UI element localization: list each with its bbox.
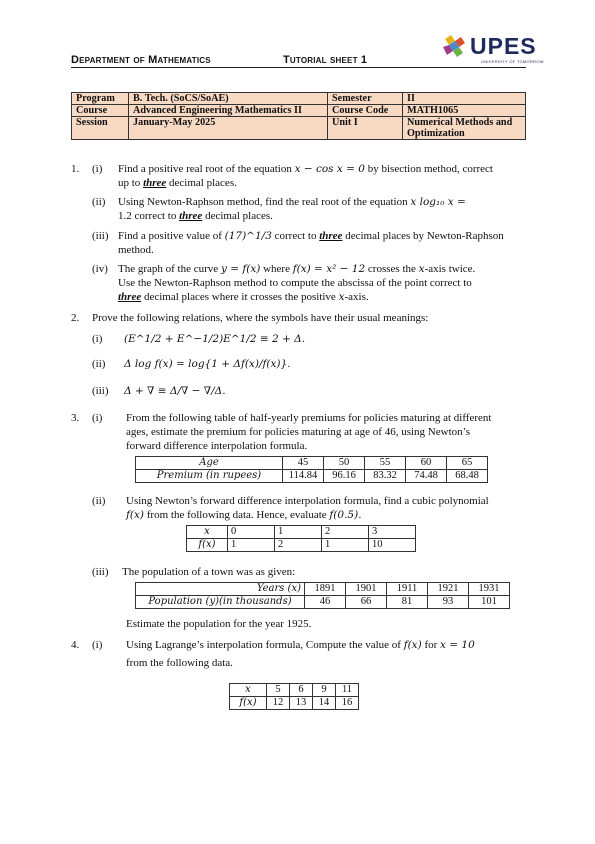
info-row xyxy=(72,93,526,105)
subquestion-label: (i) xyxy=(92,412,103,424)
equation: f(x) = x² − 12 xyxy=(292,263,366,275)
text: from the following data. Hence, evaluate xyxy=(144,509,330,521)
q2-iii-equation: Δ + ∇ ≡ Δ/∇ − ∇/Δ. xyxy=(124,385,226,397)
text: decimal places by Newton-Raphson xyxy=(342,230,504,242)
text: crosses the xyxy=(365,263,419,275)
table-row xyxy=(136,583,510,596)
text: by bisection method, correct xyxy=(364,163,493,175)
equation: x xyxy=(418,263,425,275)
q1-ii-line1 xyxy=(118,195,528,209)
table-cell: 1931 xyxy=(469,583,510,596)
table-cell: 12 xyxy=(267,697,290,710)
table-cell: 13 xyxy=(290,697,313,710)
table-row xyxy=(187,526,416,539)
equation: x = 10 xyxy=(440,639,475,651)
three-emphasis: three xyxy=(118,291,142,303)
q1-iv-line1 xyxy=(118,262,528,276)
table-cell: 16 xyxy=(336,697,359,710)
q3-iii-after: Estimate the population for the year 1925. xyxy=(126,618,312,630)
question-number: 3. xyxy=(71,412,80,424)
info-cell: January-May 2025 xyxy=(129,117,328,140)
text: Find a positive real root of the equation xyxy=(118,163,295,175)
equation: f(x) xyxy=(126,509,145,521)
text: -axis twice. xyxy=(424,263,476,275)
text: for xyxy=(421,639,441,651)
premium-table xyxy=(135,456,488,483)
q3-i-line2: ages, estimate the premium for policies maturing at age of 46, using Newton’s xyxy=(126,426,470,438)
table-cell: 2 xyxy=(322,526,369,539)
table-cell: 1 xyxy=(228,539,275,552)
q3-ii-line2 xyxy=(126,508,362,522)
subquestion-label: (i) xyxy=(92,639,103,651)
table-header-cell: x xyxy=(230,684,267,697)
text: correct to xyxy=(271,230,320,242)
table-cell: 3 xyxy=(369,526,416,539)
population-table xyxy=(135,582,510,609)
q1-i-line1 xyxy=(118,162,528,176)
three-emphasis: three xyxy=(179,210,203,222)
table-header-cell: f(x) xyxy=(230,697,267,710)
equation: (17)^1/3 xyxy=(224,230,272,242)
table-cell: 60 xyxy=(406,457,447,470)
table-cell: 68.48 xyxy=(447,470,488,483)
table-cell: 55 xyxy=(365,457,406,470)
table-cell: 1 xyxy=(322,539,369,552)
info-cell: Semester xyxy=(328,93,403,105)
department-title: Department of Mathematics xyxy=(71,54,211,66)
text: The graph of the curve xyxy=(118,263,221,275)
q1-iv-line3 xyxy=(118,290,369,304)
info-cell: MATH1065 xyxy=(403,105,526,117)
equation: f(0.5). xyxy=(329,509,362,521)
info-cell: II xyxy=(403,93,526,105)
table-row xyxy=(136,470,488,483)
equation: f(x) xyxy=(403,639,422,651)
three-emphasis: three xyxy=(143,177,167,189)
q3-i-line1: From the following table of half-yearly premiums for policies maturing at different xyxy=(126,412,492,424)
table-cell: 5 xyxy=(267,684,290,697)
table-header-cell: x xyxy=(187,526,228,539)
info-cell: Session xyxy=(72,117,129,140)
table-cell: 45 xyxy=(283,457,324,470)
info-row xyxy=(72,105,526,117)
subquestion-label: (iv) xyxy=(92,263,108,275)
table-cell: 66 xyxy=(346,596,387,609)
info-cell: Course xyxy=(72,105,129,117)
table-header-cell: f(x) xyxy=(187,539,228,552)
question-number: 1. xyxy=(71,163,80,175)
text: decimal places. xyxy=(166,177,237,189)
q2-intro: Prove the following relations, where the symbols have their usual meanings: xyxy=(92,312,429,324)
table-cell: 1901 xyxy=(346,583,387,596)
table-row xyxy=(230,684,359,697)
table-cell: 50 xyxy=(324,457,365,470)
table-cell: 46 xyxy=(305,596,346,609)
table-cell: 1921 xyxy=(428,583,469,596)
q3-ii-line1: Using Newton’s forward difference interpolation formula, find a cubic polynomial xyxy=(126,495,489,507)
table-cell: 9 xyxy=(313,684,336,697)
table-header-cell: Population (y)(in thousands) xyxy=(136,596,305,609)
table-row xyxy=(230,697,359,710)
text: Using Lagrange’s interpolation formula, Compute the value of xyxy=(126,639,404,651)
table-cell: 1 xyxy=(275,526,322,539)
subquestion-label: (i) xyxy=(92,333,103,345)
info-cell: Unit I xyxy=(328,117,403,140)
table-header-cell: Premium (in rupees) xyxy=(136,470,283,483)
text: Using Newton-Raphson method, find the real root of the equation xyxy=(118,196,411,208)
q1-iii-line2: method. xyxy=(118,244,154,256)
equation: x xyxy=(338,291,345,303)
question-number: 2. xyxy=(71,312,80,324)
table-cell: 2 xyxy=(275,539,322,552)
table-cell: 65 xyxy=(447,457,488,470)
info-cell: Course Code xyxy=(328,105,403,117)
info-cell: B. Tech. (SoCS/SoAE) xyxy=(129,93,328,105)
text: Find a positive value of xyxy=(118,230,225,242)
table-cell: 14 xyxy=(313,697,336,710)
subquestion-label: (ii) xyxy=(92,358,106,370)
text: where xyxy=(260,263,293,275)
table-header-cell: Age xyxy=(136,457,283,470)
sheet-title: Tutorial sheet 1 xyxy=(283,54,368,66)
table-cell: 6 xyxy=(290,684,313,697)
table-cell: 0 xyxy=(228,526,275,539)
table-cell: 1911 xyxy=(387,583,428,596)
info-row xyxy=(72,117,526,140)
table-cell: 83.32 xyxy=(365,470,406,483)
table-cell: 114.84 xyxy=(283,470,324,483)
q2-i-equation: (E^1/2 + E^−1/2)E^1/2 ≡ 2 + Δ. xyxy=(124,333,306,345)
table-cell: 96.16 xyxy=(324,470,365,483)
subquestion-label: (iii) xyxy=(92,566,109,578)
q4-i-line2: from the following data. xyxy=(126,657,233,669)
q3-i-line3: forward difference interpolation formula. xyxy=(126,440,308,452)
q1-ii-line2 xyxy=(118,209,273,223)
q4-i-line1 xyxy=(126,638,528,652)
info-cell: Numerical Methods and Optimization xyxy=(403,117,526,140)
table-cell: 1891 xyxy=(305,583,346,596)
subquestion-label: (ii) xyxy=(92,196,106,208)
text: 1.2 correct to xyxy=(118,210,180,222)
info-cell: Program xyxy=(72,93,129,105)
subquestion-label: (i) xyxy=(92,163,103,175)
upes-logo-icon xyxy=(441,33,471,61)
text: -axis. xyxy=(344,291,369,303)
table-row xyxy=(187,539,416,552)
table-cell: 74.48 xyxy=(406,470,447,483)
q3-iii-line1: The population of a town was as given: xyxy=(122,566,296,578)
three-emphasis: three xyxy=(319,230,343,242)
table-cell: 101 xyxy=(469,596,510,609)
q1-iv-line2: Use the Newton-Raphson method to compute the abscissa of the point correct to xyxy=(118,277,472,289)
upes-logo-text: UPES xyxy=(470,33,537,59)
question-number: 4. xyxy=(71,639,80,651)
q1-i-line2 xyxy=(118,176,237,190)
table-cell: 11 xyxy=(336,684,359,697)
equation: x − cos x = 0 xyxy=(294,163,365,175)
subquestion-label: (iii) xyxy=(92,230,109,242)
subquestion-label: (iii) xyxy=(92,385,109,397)
text: up to xyxy=(118,177,144,189)
table-cell: 10 xyxy=(369,539,416,552)
info-cell: Advanced Engineering Mathematics II xyxy=(129,105,328,117)
header-rule xyxy=(71,67,526,68)
cubic-data-table xyxy=(186,525,416,552)
lagrange-table xyxy=(229,683,359,710)
text: decimal places where it crosses the positive xyxy=(141,291,339,303)
table-row xyxy=(136,457,488,470)
table-row xyxy=(136,596,510,609)
table-header-cell: Years (x) xyxy=(136,583,305,596)
q1-iii-line1 xyxy=(118,229,528,243)
course-info-table xyxy=(71,92,526,140)
upes-logo-subtitle: UNIVERSITY OF TOMORROW xyxy=(481,59,544,64)
equation: x log₁₀ x = xyxy=(410,196,466,208)
q2-ii-equation: Δ log f(x) = log{1 + Δf(x)/f(x)}. xyxy=(124,358,291,370)
equation: y = f(x) xyxy=(220,263,261,275)
subquestion-label: (ii) xyxy=(92,495,106,507)
table-cell: 81 xyxy=(387,596,428,609)
table-cell: 93 xyxy=(428,596,469,609)
text: decimal places. xyxy=(202,210,273,222)
